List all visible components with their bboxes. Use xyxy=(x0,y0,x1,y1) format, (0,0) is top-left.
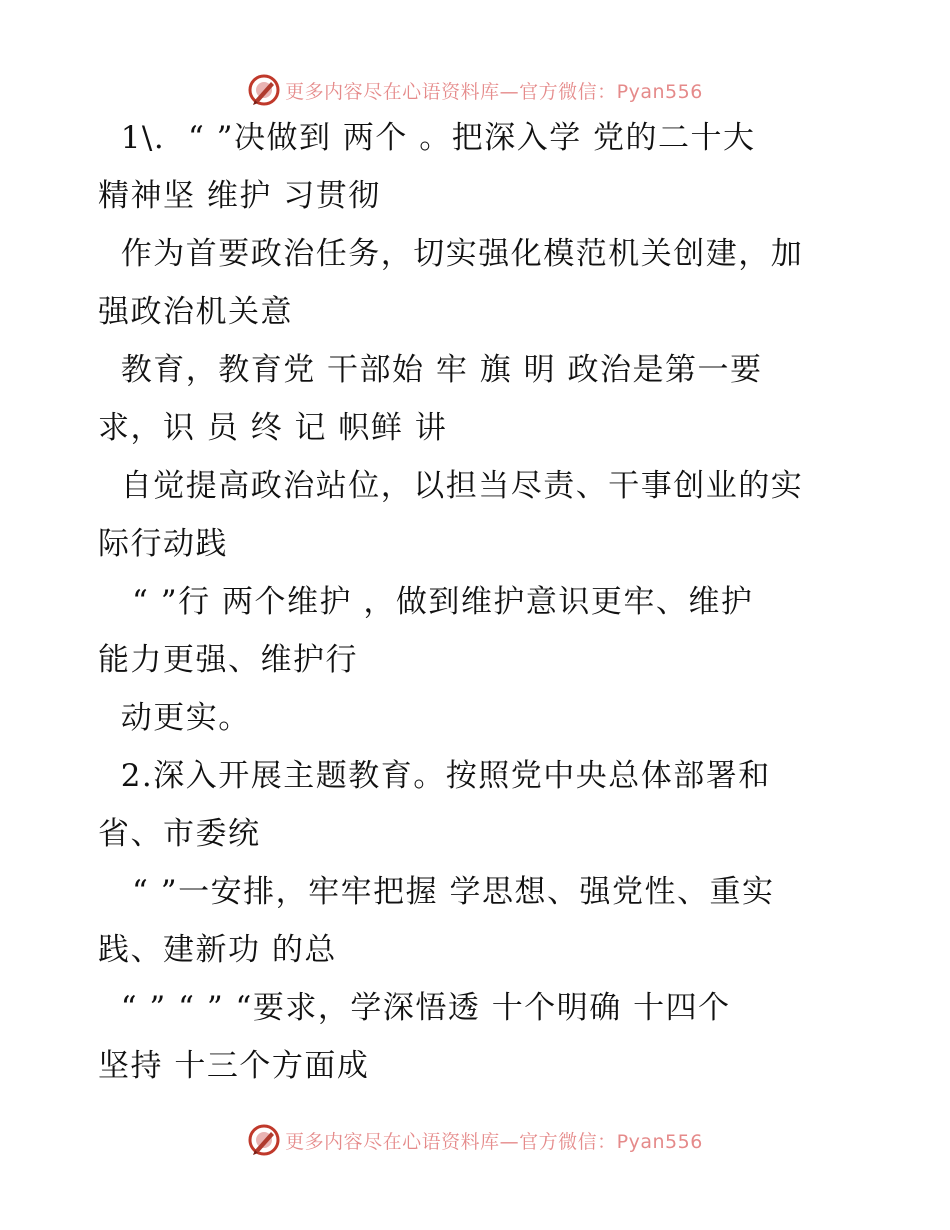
text-line: 自觉提高政治站位，以担当尽责、干事创业的实 xyxy=(98,468,804,504)
watermark-text: 更多内容尽在心语资料库—官方微信：Pyan556 xyxy=(285,1130,703,1153)
text-line: 教育，教育党 干部始 牢 旗 明 政治是第一要 xyxy=(98,352,763,388)
text-line: 坚持 十三个方面成 xyxy=(98,1048,370,1084)
text-line: 能力更强、维护行 xyxy=(98,642,358,678)
text-line: 求，识 员 终 记 帜鲜 讲 xyxy=(98,410,448,446)
pen-logo-icon xyxy=(247,1123,281,1157)
text-line: 2.深入开展主题教育。按照党中央总体部署和 xyxy=(98,758,771,794)
text-line: 践、建新功 的总 xyxy=(98,932,337,968)
text-line: 强政治机关意 xyxy=(98,294,293,330)
text-line: 精神坚 维护 习贯彻 xyxy=(98,178,381,214)
text-line: “ ”一安排，牢牢把握 学思想、强党性、重实 xyxy=(98,874,775,910)
text-line: 际行动践 xyxy=(98,526,228,562)
pen-logo-icon xyxy=(247,73,281,107)
text-line: 动更实。 xyxy=(98,700,251,736)
watermark-text: 更多内容尽在心语资料库—官方微信：Pyan556 xyxy=(285,80,703,103)
text-line: “ ”行 两个维护 ，做到维护意识更牢、维护 xyxy=(98,584,754,620)
text-line: 作为首要政治任务，切实强化模范机关创建，加 xyxy=(98,236,804,272)
header-watermark xyxy=(0,70,950,110)
text-line: 1\. “ ”决做到 两个 。把深入学 党的二十大 xyxy=(98,120,756,156)
footer-watermark xyxy=(0,1120,950,1160)
text-line: “ ” “ ” “要求，学深悟透 十个明确 十四个 xyxy=(98,990,731,1026)
text-line: 省、市委统 xyxy=(98,816,261,852)
